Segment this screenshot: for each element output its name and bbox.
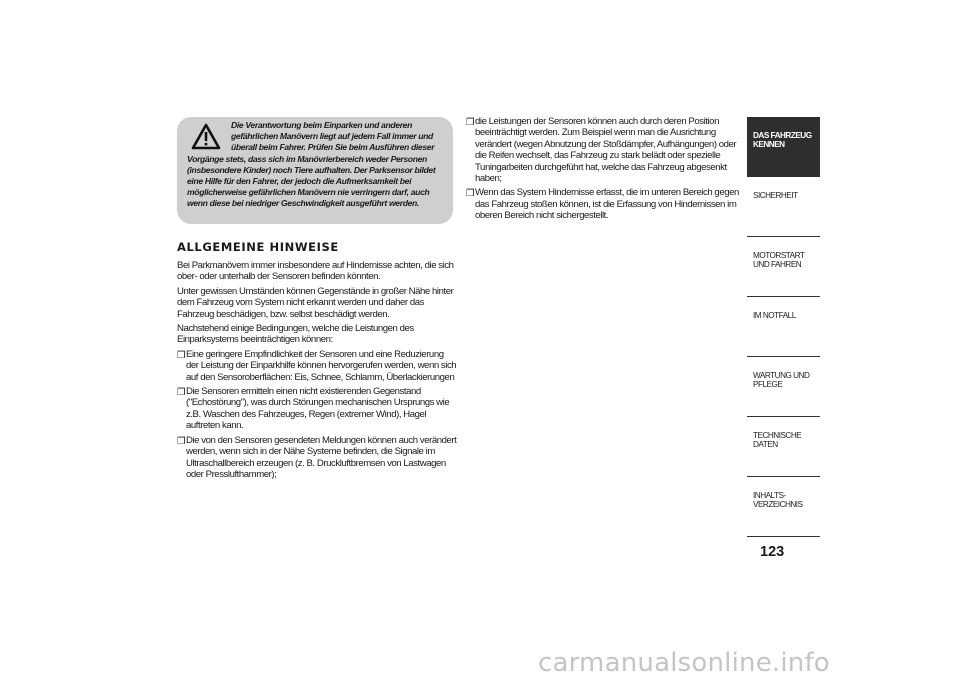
checkbox-bullet-icon: ❒: [177, 386, 185, 398]
checkbox-bullet-icon: ❒: [177, 434, 185, 446]
paragraph: Unter gewissen Umständen können Gegenstände in großer Nähe hinter dem Fahrzeug vom System nicht erkannt werden und daher das Fahrzeug beschädigen, bzw. selbst beschädigt werden.: [177, 285, 454, 320]
paragraph: Nachstehend einige Bedingungen, welche die Leistungen des Einparksystems beeinträchtigen können:: [177, 323, 414, 346]
page-number: 123: [760, 544, 785, 560]
tab-sicherheit[interactable]: SICHERHEIT: [747, 177, 820, 237]
tab-inhaltsverzeichnis[interactable]: INHALTS-VERZEICHNIS: [747, 477, 820, 537]
list-item-text: die Leistungen der Sensoren können auch durch deren Position beeinträchtigt werden. Zum Beispiel wenn man die Ausrichtung verändert (wegen Abnutzung der Stoßdämpfer, Aufhängungen) oder die Reifen wechselt, das Fahrzeug zu stark belädt oder spezielle Tuningarbeiten durchgeführt hat, welche das Fahrzeug abgesenkt haben;: [475, 116, 737, 185]
list-item: [466, 116, 748, 184]
list-item-text: Die Sensoren ermitteln einen nicht existierenden Gegenstand ("Echostörung"), was durch Störungen mechanischen Ursprungs wie z.B. Waschen des Fahrzeuges, Regen (extremer Wind), Hagel auftreten kann.: [186, 386, 450, 432]
paragraph: Bei Parkmanövern immer insbesondere auf Hindernisse achten, die sich ober- oder unterhalb der Sensoren befinden könnten.: [177, 260, 454, 283]
tab-motorstart-und-fahren[interactable]: MOTORSTART UND FAHREN: [747, 237, 820, 297]
checkbox-bullet-icon: ❒: [466, 116, 474, 127]
list-item: [466, 187, 748, 221]
warning-text: Die Verantwortung beim Einparken und anderen gefährlichen Manövern liegt auf jedem Fall immer und überall beim Fahrer. Prüfen Sie beim Ausführen dieser Vorgänge stets, dass sich im Manövrierbereich weder Personen (insbesondere Kinder) noch Tiere aufhalten. Der Parksensor bildet eine Hilfe für den Fahrer, der jedoch die Aufmerksamkeit bei möglicherweise gefährlichen Manövern nie verringern darf, auch wenn diese bei niedriger Geschwindigkeit ausgeführt werden.: [187, 120, 436, 209]
left-column: [177, 260, 457, 483]
tab-wartung-und-pflege[interactable]: WARTUNG UND PFLEGE: [747, 357, 820, 417]
tab-im-notfall[interactable]: IM NOTFALL: [747, 297, 820, 357]
checkbox-bullet-icon: ❒: [466, 187, 474, 199]
list-item-text: Eine geringere Empfindlichkeit der Sensoren und eine Reduzierung der Leistung der Einparkhilfe können hervorgerufen werden, wenn sich auf den Sensoroberflächen: Eis, Schnee, Schlamm, Überlackierungen: [186, 348, 457, 383]
chapter-tabs: [747, 117, 820, 537]
checkbox-bullet-icon: ❒: [177, 348, 185, 360]
list-item: [177, 435, 457, 481]
list-item-text: Wenn das System Hindernisse erfasst, die im unteren Bereich gegen das Fahrzeug stoßen können, ist die Erfassung von Hindernissen im oberen Bereich nicht sichergestellt.: [475, 187, 739, 222]
tab-technische-daten[interactable]: TECHNISCHE DATEN: [747, 417, 820, 477]
warning-box: [177, 117, 453, 224]
section-heading: ALLGEMEINE HINWEISE: [177, 240, 339, 254]
tab-das-fahrzeug-kennen[interactable]: DAS FAHRZEUG KENNEN: [747, 117, 820, 177]
list-item-text: Die von den Sensoren gesendeten Meldungen können auch verändert werden, wenn sich in der Nähe Systeme befinden, die Signale im Ultraschallbereich erzeugen (z. B. Druckluftbremsen von Lastwagen oder Presslufthammer);: [186, 434, 457, 480]
list-item: [177, 349, 457, 383]
watermark: carmanualsonline.info: [538, 648, 830, 678]
right-column: [466, 116, 748, 225]
list-item: [177, 386, 457, 432]
